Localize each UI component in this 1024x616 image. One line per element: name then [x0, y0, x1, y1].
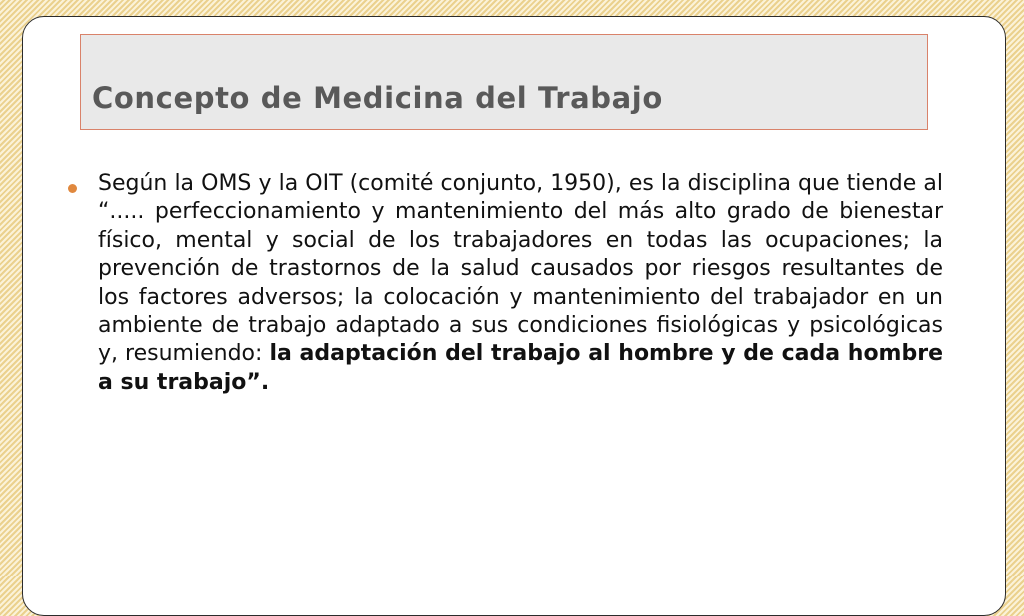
slide-title: Concepto de Medicina del Trabajo	[92, 81, 663, 115]
bullet-dot-icon	[68, 184, 77, 193]
title-box	[80, 34, 928, 130]
bullet-text: Según la OMS y la OIT (comité conjunto, 1950), es la disciplina que tiende al “..... perfeccionamiento y mantenimiento del más alto grado de bienestar físico, mental y social de los trabajadores en todas las ocupaciones; la prevención de trastornos de la salud causados por riesgos resultantes de los factores adversos; la colocación y mantenimiento del trabajador en un ambiente de trabajo adaptado a sus condiciones fisiológicas y psicológicas y, resumiendo:	[98, 171, 943, 367]
slide-card	[22, 16, 1006, 616]
bullet-paragraph	[98, 170, 943, 397]
bullet-emphasis: la adaptación del trabajo al hombre y de cada hombre a su trabajo”.	[98, 341, 943, 395]
